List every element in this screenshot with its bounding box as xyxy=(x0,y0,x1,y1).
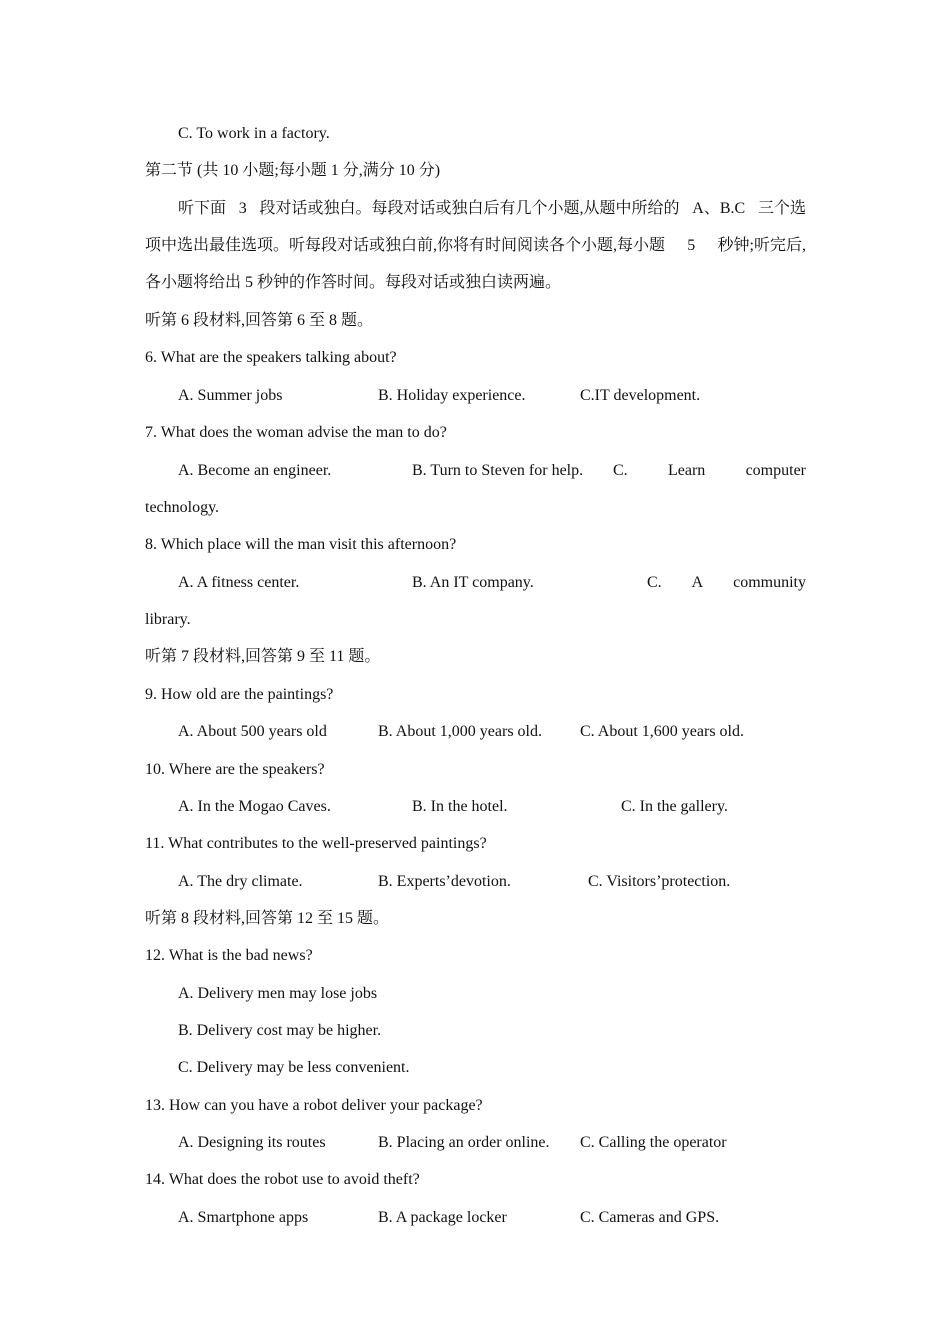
q9-option-a[interactable]: A. About 500 years old xyxy=(178,723,327,740)
q10-option-b[interactable]: B. In the hotel. xyxy=(412,798,508,815)
q7-option-a[interactable]: A. Become an engineer. xyxy=(178,462,332,479)
q12-option-b[interactable]: B. Delivery cost may be higher. xyxy=(178,1022,382,1039)
part6-intro: 听第 6 段材料,回答第 6 至 8 题。 xyxy=(145,312,374,329)
q11-option-c[interactable]: C. Visitors’protection. xyxy=(588,873,731,890)
q7-c-frag: Learn xyxy=(667,462,706,479)
q8-c-frag: A xyxy=(691,574,704,591)
q14-option-c[interactable]: C. Cameras and GPS. xyxy=(580,1209,720,1226)
q14-stem: 14. What does the robot use to avoid theft? xyxy=(145,1171,420,1188)
q12-option-a[interactable]: A. Delivery men may lose jobs xyxy=(178,985,378,1002)
q6-option-b[interactable]: B. Holiday experience. xyxy=(378,387,526,404)
q12-option-c[interactable]: C. Delivery may be less convenient. xyxy=(178,1059,410,1076)
q6-option-a[interactable]: A. Summer jobs xyxy=(178,387,283,404)
q13-option-c[interactable]: C. Calling the operator xyxy=(580,1134,727,1151)
instructions-line-1 xyxy=(178,199,806,219)
q10-option-c[interactable]: C. In the gallery. xyxy=(621,798,728,815)
q6-option-c[interactable]: C.IT development. xyxy=(580,387,701,404)
q8-option-c-continued: library. xyxy=(145,611,191,628)
q7-c-frag: computer xyxy=(745,462,806,479)
instr-frag: 5 xyxy=(687,237,696,254)
q13-option-a[interactable]: A. Designing its routes xyxy=(178,1134,326,1151)
instr-frag: 项中选出最佳选项。听每段对话或独白前,你将有时间阅读各个小题,每小题 xyxy=(145,237,666,254)
q7-c-frag: C. xyxy=(613,462,628,479)
q11-option-b[interactable]: B. Experts’devotion. xyxy=(378,873,511,890)
q7-stem: 7. What does the woman advise the man to do? xyxy=(145,424,447,441)
instr-frag: 秒钟;听完后, xyxy=(717,237,806,254)
part7-intro: 听第 7 段材料,回答第 9 至 11 题。 xyxy=(145,648,381,665)
q6-stem: 6. What are the speakers talking about? xyxy=(145,349,397,366)
q11-stem: 11. What contributes to the well-preserved paintings? xyxy=(145,835,487,852)
q8-option-b[interactable]: B. An IT company. xyxy=(412,574,534,591)
q12-stem: 12. What is the bad news? xyxy=(145,947,313,964)
q7-option-c[interactable] xyxy=(613,461,806,481)
q13-stem: 13. How can you have a robot deliver your package? xyxy=(145,1097,483,1114)
q8-option-a[interactable]: A. A fitness center. xyxy=(178,574,300,591)
instr-frag: 3 xyxy=(238,200,247,217)
q11-option-a[interactable]: A. The dry climate. xyxy=(178,873,303,890)
q9-option-b[interactable]: B. About 1,000 years old. xyxy=(378,723,542,740)
instructions-line-3: 各小题将给出 5 秒钟的作答时间。每段对话或独白读两遍。 xyxy=(145,274,562,291)
q14-option-a[interactable]: A. Smartphone apps xyxy=(178,1209,309,1226)
part8-intro: 听第 8 段材料,回答第 12 至 15 题。 xyxy=(145,910,390,927)
instr-frag: 三个选 xyxy=(757,200,806,217)
instr-frag: 听下面 xyxy=(178,200,227,217)
q9-stem: 9. How old are the paintings? xyxy=(145,686,334,703)
q7-option-b[interactable]: B. Turn to Steven for help. xyxy=(412,462,584,479)
q8-option-c[interactable] xyxy=(647,573,806,593)
q13-option-b[interactable]: B. Placing an order online. xyxy=(378,1134,550,1151)
q9-option-c[interactable]: C. About 1,600 years old. xyxy=(580,723,744,740)
q8-c-frag: C. xyxy=(647,574,662,591)
q14-option-b[interactable]: B. A package locker xyxy=(378,1209,507,1226)
instr-frag: 段对话或独白。每段对话或独白后有几个小题,从题中所给的 xyxy=(259,200,680,217)
previous-option-c: C. To work in a factory. xyxy=(178,125,330,142)
q8-c-frag: community xyxy=(733,574,806,591)
instr-frag: A、B.C xyxy=(692,200,746,217)
section-heading: 第二节 (共 10 小题;每小题 1 分,满分 10 分) xyxy=(145,162,441,179)
q10-option-a[interactable]: A. In the Mogao Caves. xyxy=(178,798,331,815)
q8-stem: 8. Which place will the man visit this afternoon? xyxy=(145,536,457,553)
instructions-line-2 xyxy=(145,236,806,256)
q10-stem: 10. Where are the speakers? xyxy=(145,761,325,778)
q7-option-c-continued: technology. xyxy=(145,499,220,516)
